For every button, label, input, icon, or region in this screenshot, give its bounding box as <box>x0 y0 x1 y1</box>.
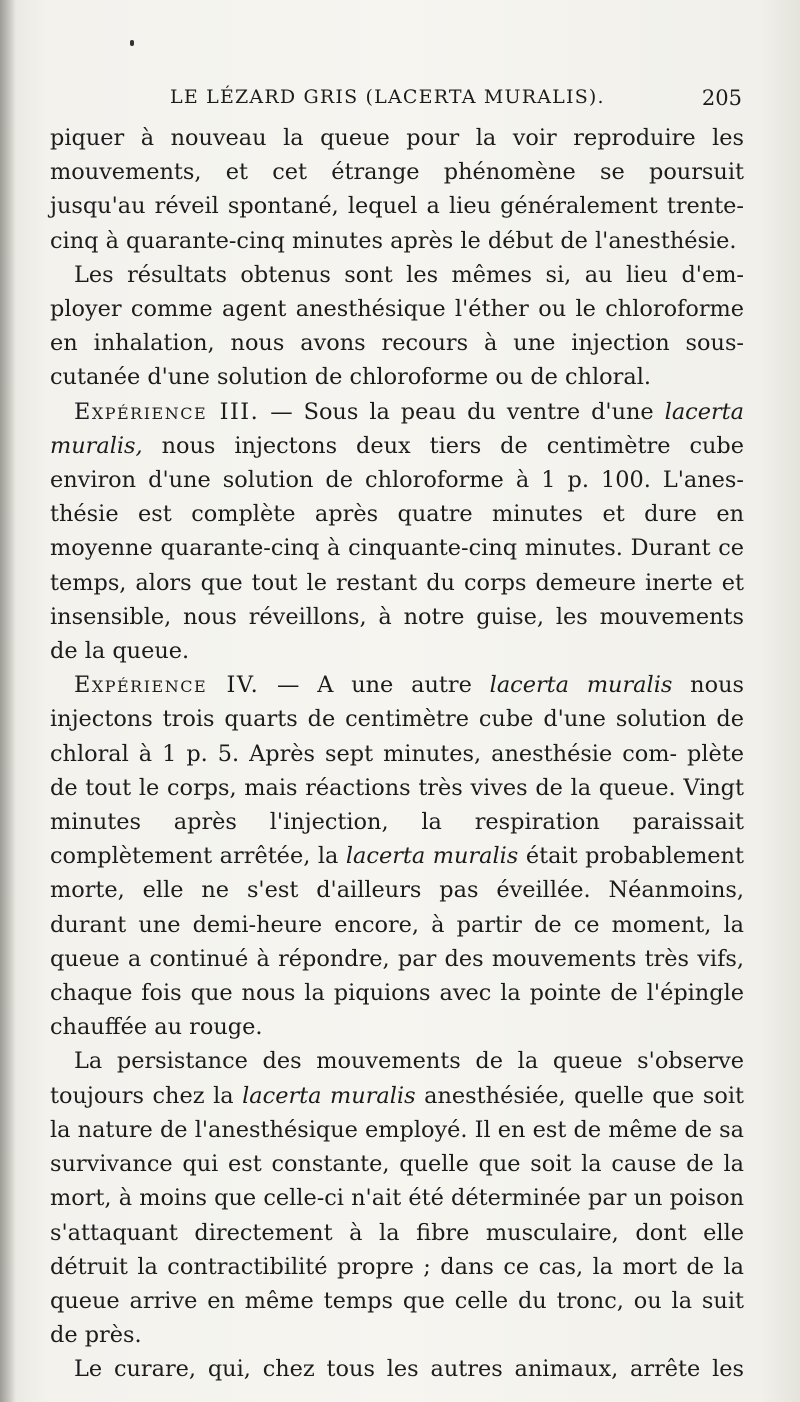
text-line: réveil spontané, lequel a lieu généralement trente-cinq à <box>50 193 745 254</box>
body-text <box>50 121 744 1387</box>
text-line: queue a continué à répondre, par des mouvements très <box>50 945 690 972</box>
text-line: quarante-cinq à cinquante-cinq minutes. Durant ce temps, alors <box>50 535 744 596</box>
text-line: — A une autre <box>259 672 490 699</box>
text-line: injectons trois quarts de centimètre cube d'une solution <box>50 706 707 733</box>
text-line: en inhalation, nous avons recours à une injection sous- <box>50 330 744 357</box>
species-name: lacerta muralis <box>345 843 519 870</box>
species-name: lacerta muralis <box>489 672 673 699</box>
text-line: nous <box>672 672 744 699</box>
experiment-label: Expérience III. <box>74 398 260 425</box>
page-gutter-shadow <box>0 0 16 1402</box>
text-line: thésie est complète après quatre minutes et dure en moyenne <box>50 501 744 562</box>
text-line: toujours chez la <box>50 1082 243 1109</box>
text-line: La persistance des mouvements de la queue s'observe <box>74 1048 744 1075</box>
experiment-label: Expérience IV. <box>74 672 260 699</box>
text-line: — Sous la peau du ventre d'une <box>259 398 665 425</box>
text-line: l'épingle chauffée au rouge. <box>50 980 744 1041</box>
text-line: de la mort, à moins que celle-ci n'ait été déterminée par <box>50 1151 744 1212</box>
text-line: piquer à nouveau la queue pour la voir reproduire les <box>50 125 744 151</box>
text-line: un poison s'attaquant directement à la fibre musculaire, <box>50 1185 744 1246</box>
text-line: Les résultats obtenus sont les mêmes si, au lieu d'em- <box>74 261 744 288</box>
text-line: cutanée d'une solution de chloroforme ou de chloral. <box>50 364 651 391</box>
paragraph-experience-3 <box>50 395 744 669</box>
text-line: Le curare, qui, chez tous les autres animaux, arrête les <box>74 1356 744 1383</box>
paragraph-curare <box>50 1352 744 1386</box>
running-header <box>170 86 742 116</box>
species-name: muralis, <box>50 432 143 459</box>
text-line: mouvements, et cet étrange phénomène se poursuit jusqu'au <box>50 159 744 220</box>
text-line: Vingt minutes après l'injection, la respiration paraissait <box>50 774 745 836</box>
text-line: dont elle détruit la contractibilité propre ; dans ce cas, <box>50 1219 744 1280</box>
text-line: nous réveillons, à notre guise, les mouvements de la queue. <box>50 603 744 665</box>
species-name: lacerta muralis <box>242 1082 416 1109</box>
text-line: la nature de l'anesthésique employé. Il en est de même de <box>50 1116 712 1143</box>
paragraph-continuation <box>50 121 744 258</box>
text-line: vifs, chaque fois que nous la piquions avec la pointe de <box>50 945 744 1007</box>
text-line: nous injectons deux tiers de centimètre cube <box>142 432 744 459</box>
text-line: que tout le restant du corps demeure inerte et insensible, <box>50 569 744 630</box>
text-line: la mort de la queue arrive en même temps que celle du <box>50 1253 744 1314</box>
paragraph-persistence <box>50 1044 744 1352</box>
paragraph-results <box>50 258 744 395</box>
text-line: quarante-cinq minutes après le début de l'anesthésie. <box>126 227 737 254</box>
text-line: sa survivance qui est constante, quelle que soit la cause <box>50 1116 744 1178</box>
text-line: complètement arrêtée, la <box>50 843 346 870</box>
text-line: morte, elle ne s'est d'ailleurs pas éveillée. Néanmoins, <box>50 877 744 904</box>
page-number: 205 <box>701 86 742 110</box>
text-line: environ d'une solution de chloroforme à 1 p. 100. L'anes- <box>50 467 744 494</box>
text-line: tronc, ou la suit de près. <box>50 1287 744 1349</box>
text-line: était probablement <box>518 843 744 870</box>
text-line: plète de tout le corps, mais réactions très vives de la queue. <box>50 740 744 801</box>
text-line: durant une demi-heure encore, à partir de ce moment, la <box>50 911 744 938</box>
text-line: anesthésiée, quelle que soit <box>415 1082 744 1109</box>
paragraph-experience-4 <box>50 668 744 1044</box>
running-title: LE LÉZARD GRIS (LACERTA MURALIS). <box>170 86 605 108</box>
ink-speck <box>130 40 134 46</box>
text-line: de chloral à 1 p. 5. Après sept minutes, anesthésie com- <box>50 706 744 767</box>
text-line: ployer comme agent anesthésique l'éther ou le chloroforme <box>50 296 744 323</box>
species-name: lacerta <box>664 398 745 425</box>
